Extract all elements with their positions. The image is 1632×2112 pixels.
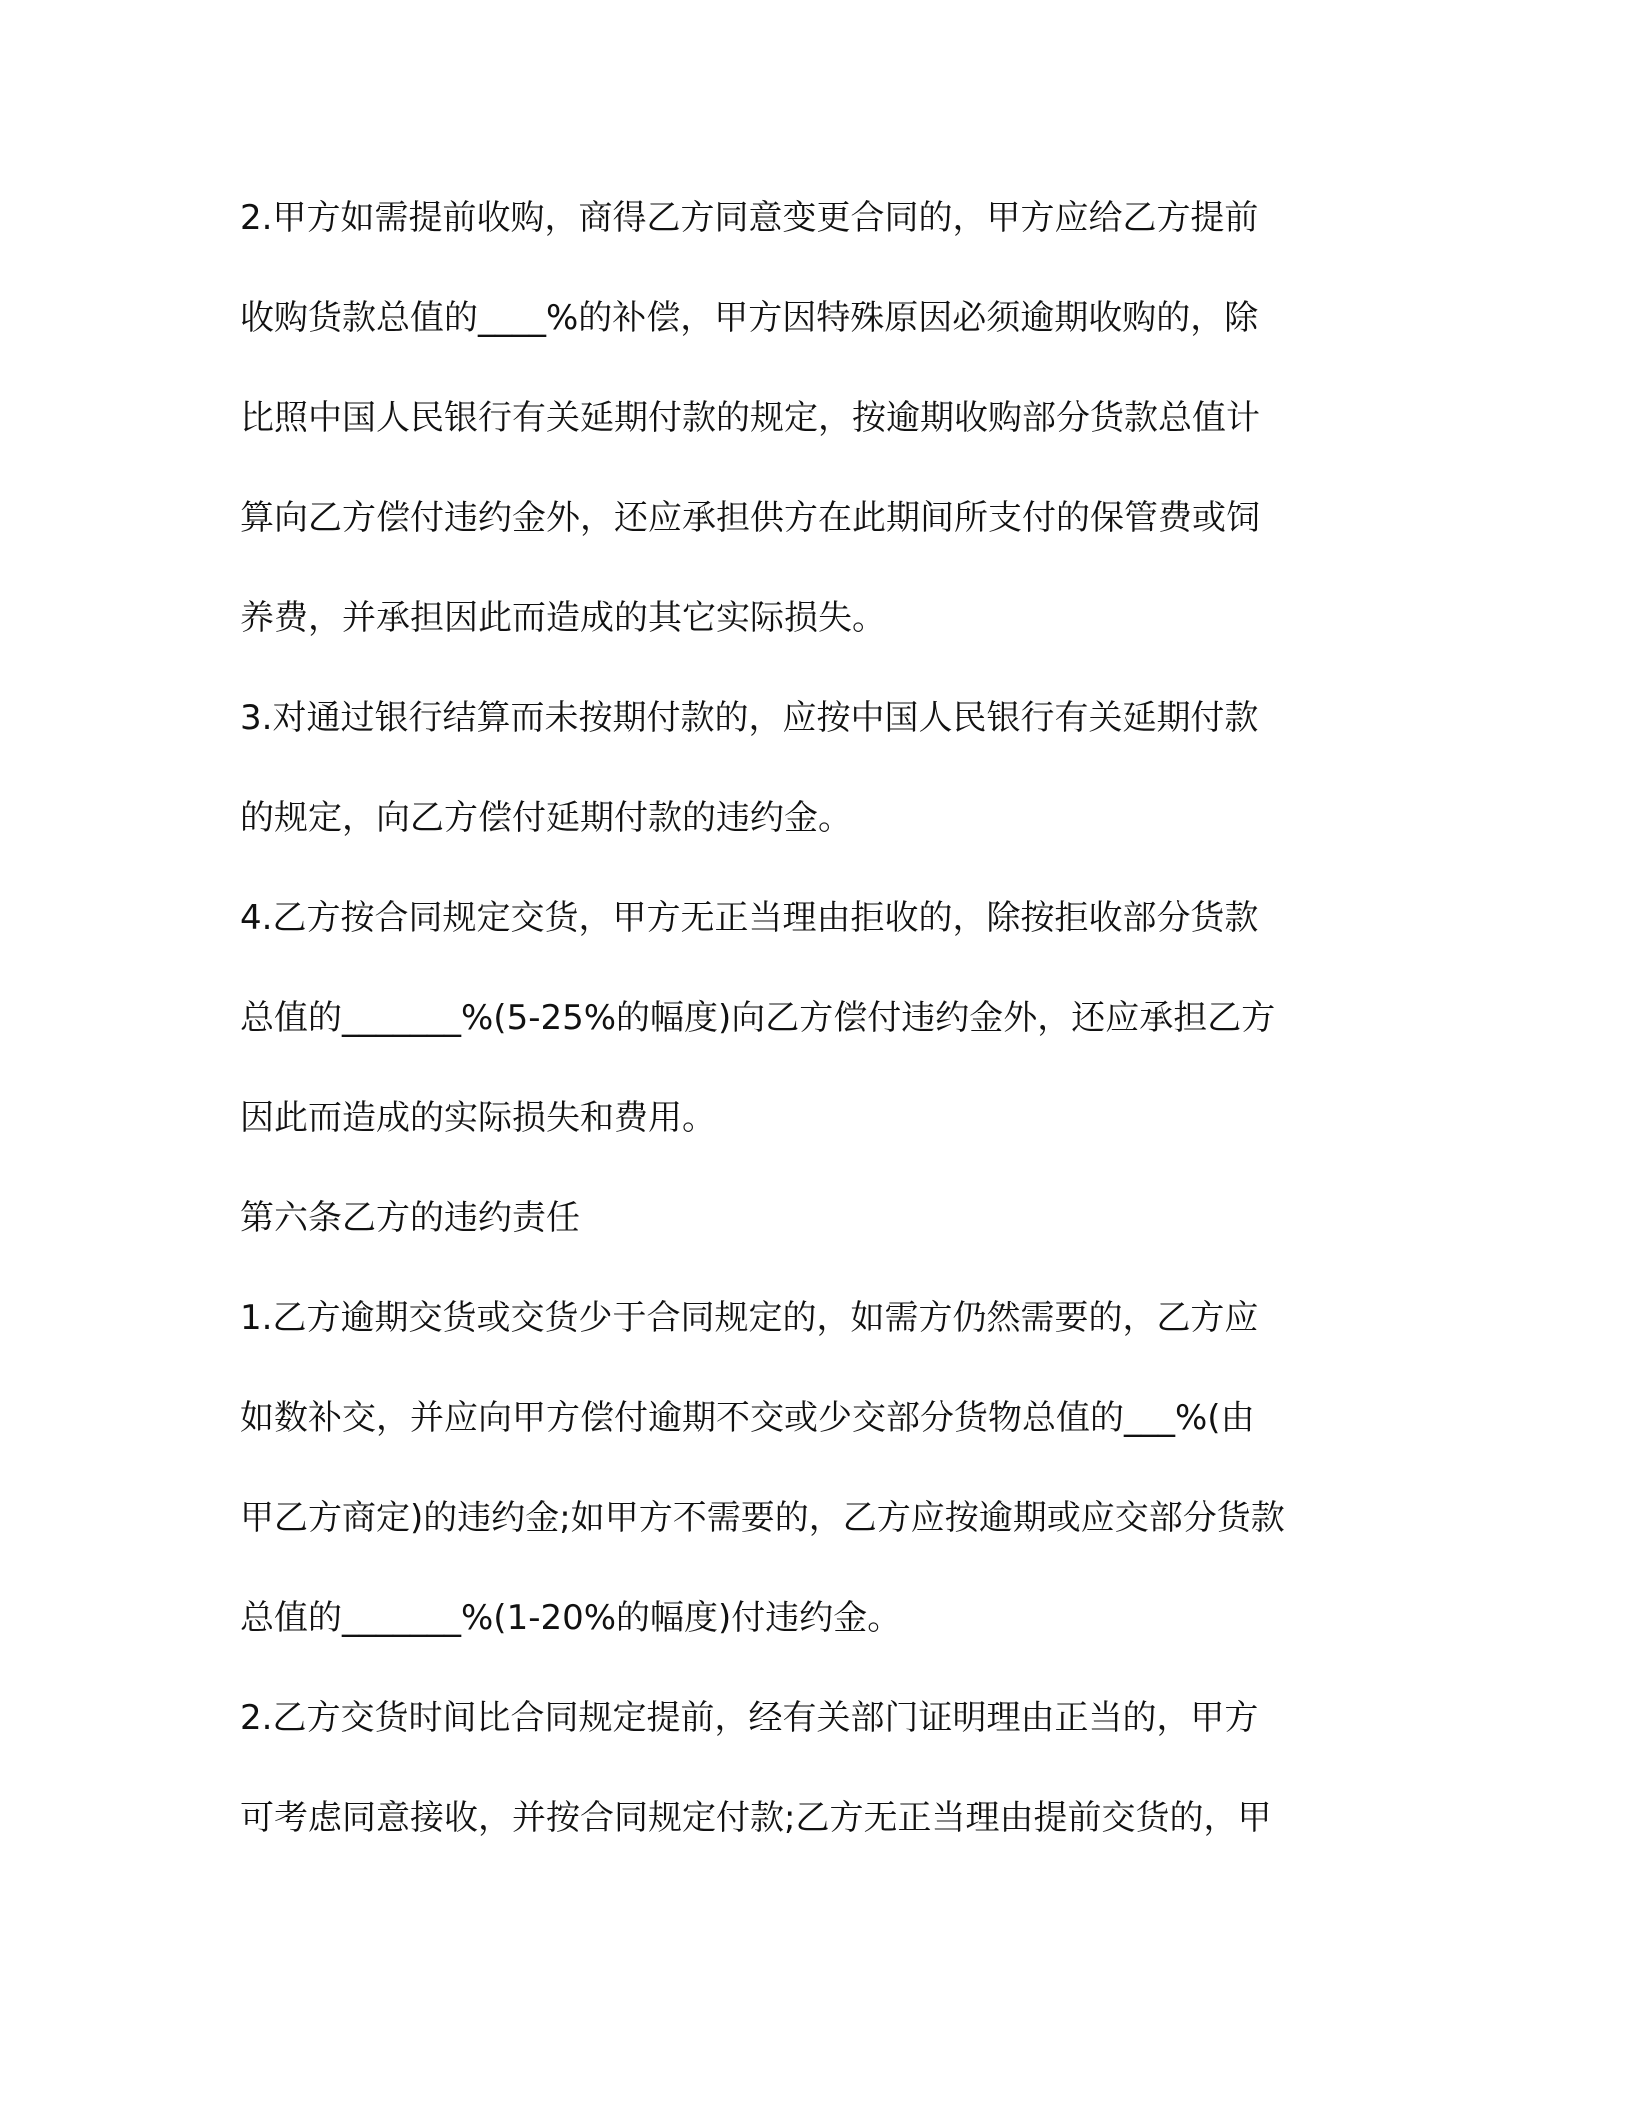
- paragraph-4-line-3: 因此而造成的实际损失和费用。: [240, 1098, 716, 1138]
- section-heading: 第六条乙方的违约责任: [240, 1198, 580, 1238]
- paragraph-4-line-2: 总值的_______%(5-25%的幅度)向乙方偿付违约金外，还应承担乙方: [240, 998, 1276, 1038]
- paragraph-3-line-1: 3.对通过银行结算而未按期付款的，应按中国人民银行有关延期付款: [240, 698, 1259, 738]
- clause-1-line-2: 如数补交，并应向甲方偿付逾期不交或少交部分货物总值的___%(由: [240, 1398, 1255, 1438]
- clause-1-line-1: 1.乙方逾期交货或交货少于合同规定的，如需方仍然需要的，乙方应: [240, 1298, 1259, 1338]
- paragraph-2-line-5: 养费，并承担因此而造成的其它实际损失。: [240, 598, 886, 638]
- clause-2-line-2: 可考虑同意接收，并按合同规定付款;乙方无正当理由提前交货的，甲: [240, 1798, 1272, 1838]
- paragraph-2-line-1: 2.甲方如需提前收购，商得乙方同意变更合同的，甲方应给乙方提前: [240, 198, 1259, 238]
- paragraph-3-line-2: 的规定，向乙方偿付延期付款的违约金。: [240, 798, 852, 838]
- paragraph-4-line-1: 4.乙方按合同规定交货，甲方无正当理由拒收的，除按拒收部分货款: [240, 898, 1259, 938]
- paragraph-2-line-4: 算向乙方偿付违约金外，还应承担供方在此期间所支付的保管费或饲: [240, 498, 1260, 538]
- paragraph-2-line-3: 比照中国人民银行有关延期付款的规定，按逾期收购部分货款总值计: [240, 398, 1260, 438]
- clause-1-line-4: 总值的_______%(1-20%的幅度)付违约金。: [240, 1598, 902, 1638]
- paragraph-2-line-2: 收购货款总值的____%的补偿，甲方因特殊原因必须逾期收购的，除: [240, 298, 1259, 338]
- clause-1-line-3: 甲乙方商定)的违约金;如甲方不需要的，乙方应按逾期或应交部分货款: [240, 1498, 1285, 1538]
- clause-2-line-1: 2.乙方交货时间比合同规定提前，经有关部门证明理由正当的，甲方: [240, 1698, 1259, 1738]
